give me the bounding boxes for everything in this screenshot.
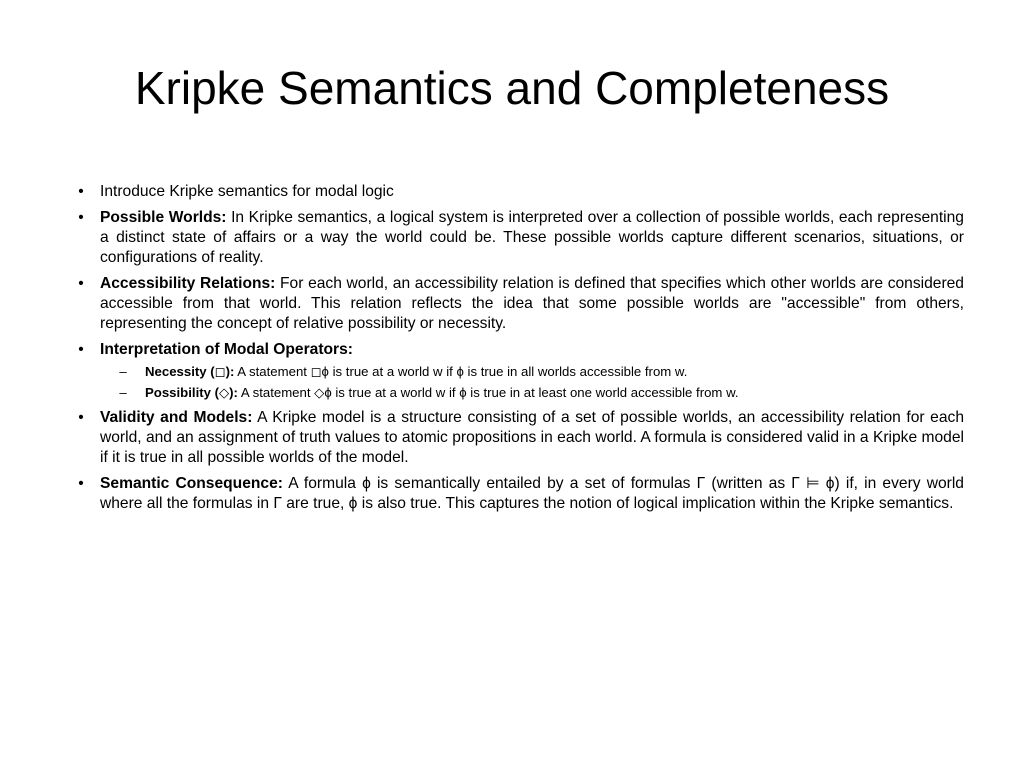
bullet-dot-icon: •: [78, 183, 84, 200]
sub-bullet-term: Necessity (◻):: [145, 364, 235, 379]
sub-bullet-possibility: [100, 384, 964, 402]
bullet-text: Introduce Kripke semantics for modal logic: [100, 183, 394, 200]
dash-icon: –: [119, 385, 127, 400]
bullet-text: A formula ϕ is semantically entailed by a set of formulas Γ (written as Γ ⊨ ϕ) if, in every world where all the formulas in Γ are true, ϕ is also true. This captures the notion of logical implication within the Kripke semantics.: [100, 475, 964, 512]
bullet-accessibility-relations: [74, 274, 964, 334]
slide-content: [74, 182, 964, 520]
bullet-list: [74, 182, 964, 514]
bullet-term: Possible Worlds:: [100, 209, 227, 226]
sub-bullet-list: [100, 363, 964, 402]
bullet-dot-icon: •: [78, 409, 84, 426]
bullet-text: In Kripke semantics, a logical system is interpreted over a collection of possible worlds, each representing a distinct state of affairs or a way the world could be. These possible worlds capture different scenarios, situations, or configurations of reality.: [100, 209, 964, 266]
bullet-term: Interpretation of Modal Operators:: [100, 341, 353, 358]
bullet-term: Validity and Models:: [100, 409, 253, 426]
bullet-possible-worlds: [74, 208, 964, 268]
bullet-semantic-consequence: [74, 474, 964, 514]
bullet-text: For each world, an accessibility relation is defined that specifies which other worlds are considered accessible from that world. This relation reflects the idea that some possible worlds are "accessible" from others, representing the concept of relative possibility or necessity.: [100, 275, 964, 332]
sub-bullet-necessity: [100, 363, 964, 381]
bullet-text: A Kripke model is a structure consisting of a set of possible worlds, an accessibility relation for each world, and an assignment of truth values to atomic propositions in each world. A formula is considered valid in a Kripke model if it is true in all possible worlds of the model.: [100, 409, 964, 466]
bullet-dot-icon: •: [78, 341, 84, 358]
dash-icon: –: [119, 364, 127, 379]
bullet-modal-operators: [74, 340, 964, 402]
bullet-intro: [74, 182, 964, 202]
bullet-dot-icon: •: [78, 275, 84, 292]
slide-title: Kripke Semantics and Completeness: [134, 62, 890, 114]
sub-bullet-text: A statement ◻ϕ is true at a world w if ϕ is true in all worlds accessible from w.: [234, 364, 688, 379]
bullet-term: Accessibility Relations:: [100, 275, 276, 292]
sub-bullet-text: A statement ◇ϕ is true at a world w if ϕ is true in at least one world accessible from w.: [237, 385, 739, 400]
bullet-validity-models: [74, 408, 964, 468]
bullet-dot-icon: •: [78, 475, 84, 492]
bullet-term: Semantic Consequence:: [100, 475, 283, 492]
sub-bullet-term: Possibility (◇):: [145, 385, 238, 400]
bullet-dot-icon: •: [78, 209, 84, 226]
